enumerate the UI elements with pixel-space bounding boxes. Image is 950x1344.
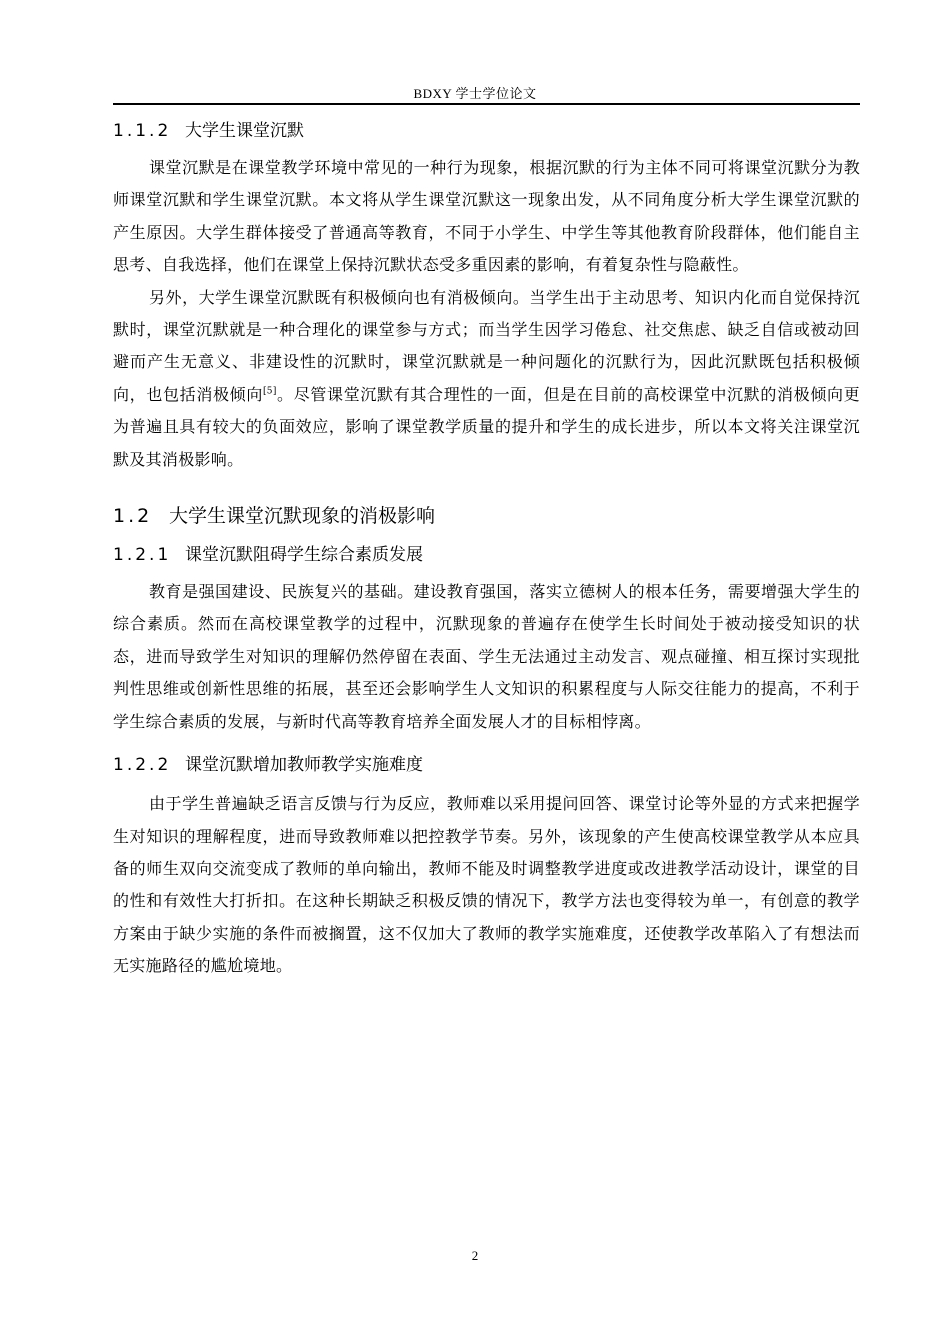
- paragraph-1-2-2: 由于学生普遍缺乏语言反馈与行为反应，教师难以采用提问回答、课堂讨论等外显的方式来把握学生对知识的理解程度，进而导致教师难以把控教学节奏。另外，该现象的产生使高校课堂教学从本应具备的师生双向交流变成了教师的单向输出，教师不能及时调整教学进度或改进教学活动设计，课堂的目的性和有效性大打折扣。在这种长期缺乏积极反馈的情况下，教学方法也变得较为单一，有创意的教学方案由于缺少实施的条件而被搁置，这不仅加大了教师的教学实施难度，还使教学改革陷入了有想法而无实施路径的尴尬境地。: [113, 794, 860, 976]
- paragraph-1-1-2-b: [113, 282, 860, 476]
- paragraph-text-part-2: 。尽管课堂沉默有其合理性的一面，但是在目前的高校课堂中沉默的消极倾向更为普遍且具有较大的负面效应，影响了课堂教学质量的提升和学生的成长进步，所以本文将关注课堂沉默及其消极影响。: [113, 384, 860, 469]
- header-divider: [113, 103, 860, 105]
- paragraph-text-part-1: 另外，大学生课堂沉默既有积极倾向也有消极倾向。当学生出于主动思考、知识内化而自觉保持沉默时，课堂沉默就是一种合理化的课堂参与方式；而当学生因学习倦怠、社交焦虑、缺乏自信或被动回避而产生无意义、非建设性的沉默时，课堂沉默就是一种问题化的沉默行为，因此沉默既包括积极倾向，也包括消极倾向: [113, 287, 860, 404]
- section-number: 1.2: [113, 505, 153, 528]
- section-heading-1-2-2: [113, 752, 860, 778]
- section-number: 1.2.2: [113, 755, 172, 776]
- paragraph-1-2-1: 教育是强国建设、民族复兴的基础。建设教育强国，落实立德树人的根本任务，需要增强大学生的综合素质。然而在高校课堂教学的过程中，沉默现象的普遍存在使学生长时间处于被动接受知识的状态，进而导致学生对知识的理解仍然停留在表面、学生无法通过主动发言、观点碰撞、相互探讨实现批判性思维或创新性思维的拓展，甚至还会影响学生人文知识的积累程度与人际交往能力的提高，不利于学生综合素质的发展，与新时代高等教育培养全面发展人才的目标相悖离。: [113, 582, 860, 731]
- section-title: 课堂沉默阻碍学生综合素质发展: [185, 545, 423, 566]
- page-number: 2: [471, 1248, 479, 1263]
- section-heading-1-2-1: [113, 542, 860, 568]
- page-header-title: BDXY 学士学位论文: [413, 86, 537, 101]
- paragraph-1-1-2-a: 课堂沉默是在课堂教学环境中常见的一种行为现象，根据沉默的行为主体不同可将课堂沉默分为教师课堂沉默和学生课堂沉默。本文将从学生课堂沉默这一现象出发，从不同角度分析大学生课堂沉默的产生原因。大学生群体接受了普通高等教育，不同于小学生、中学生等其他教育阶段群体，他们能自主思考、自我选择，他们在课堂上保持沉默状态受多重因素的影响，有着复杂性与隐蔽性。: [113, 158, 860, 275]
- citation-reference: [5]: [263, 386, 277, 397]
- section-title: 大学生课堂沉默现象的消极影响: [169, 505, 436, 528]
- section-title: 课堂沉默增加教师教学实施难度: [185, 755, 423, 776]
- section-heading-1-1-2: [113, 118, 860, 144]
- section-number: 1.1.2: [113, 121, 172, 141]
- section-title: 大学生课堂沉默: [185, 121, 304, 141]
- page-body: [113, 113, 860, 983]
- section-heading-1-2: [113, 502, 860, 530]
- section-number: 1.2.1: [113, 545, 172, 566]
